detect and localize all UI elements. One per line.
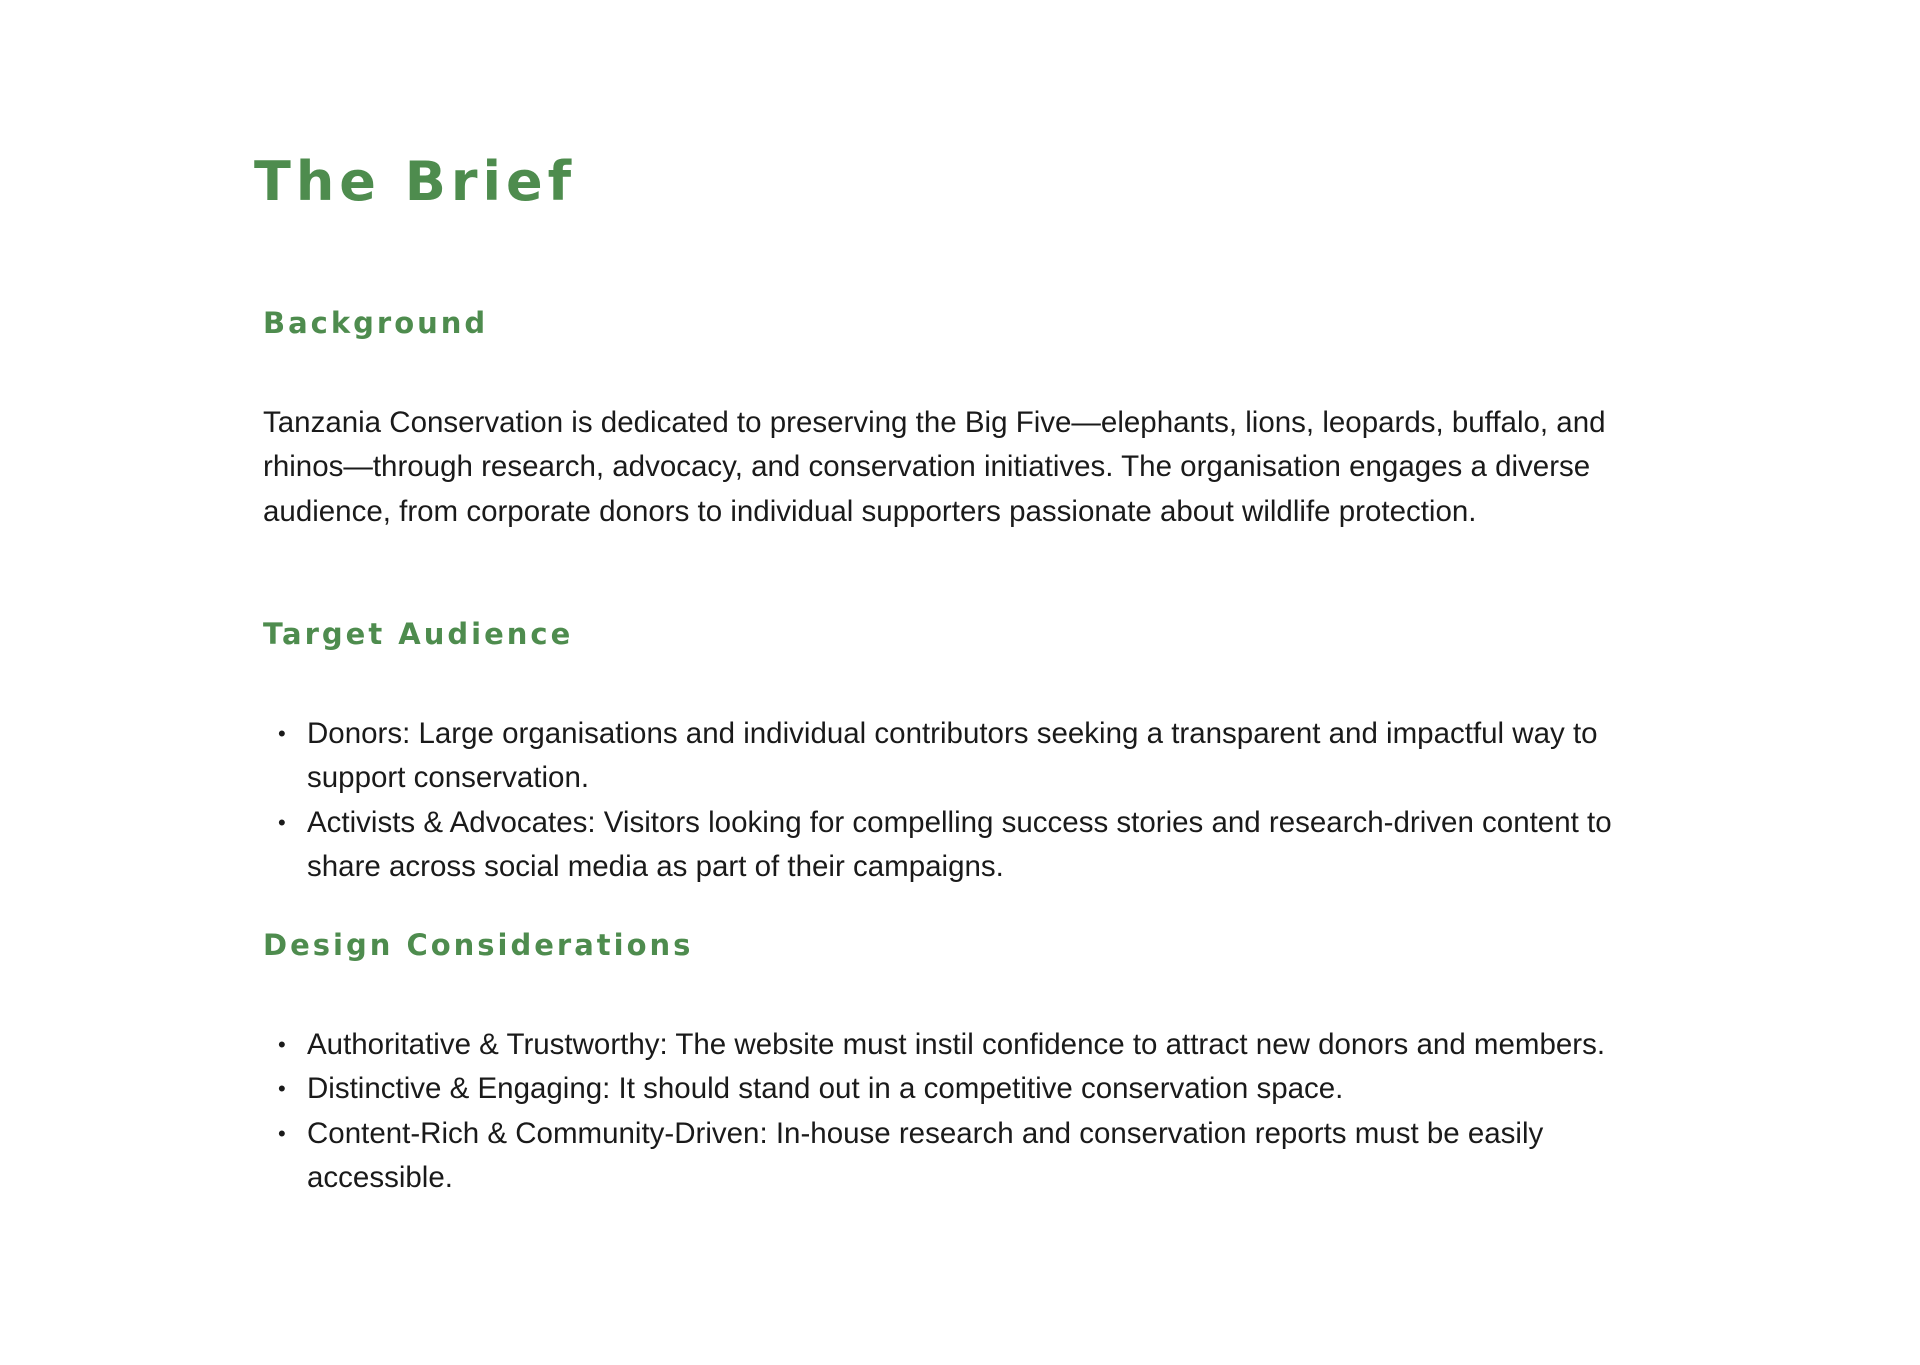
bullet-icon: • — [278, 720, 286, 746]
design-considerations-list — [263, 1023, 1613, 1201]
background-heading: Background — [263, 306, 489, 340]
list-item — [263, 1067, 1613, 1112]
list-item — [263, 801, 1613, 890]
bullet-icon: • — [278, 1031, 286, 1057]
list-item — [263, 1023, 1613, 1068]
list-item-text: Donors: Large organisations and individual contributors seeking a transparent and impactful way to support conservation. — [307, 716, 1598, 795]
list-item-text: Distinctive & Engaging: It should stand out in a competitive conservation space. — [307, 1072, 1344, 1106]
background-section — [263, 306, 1613, 534]
bullet-icon: • — [278, 809, 286, 835]
design-considerations-section — [263, 928, 1613, 1201]
target-audience-heading: Target Audience — [263, 617, 574, 651]
bullet-icon: • — [278, 1076, 286, 1102]
list-item — [263, 712, 1613, 801]
background-paragraph: Tanzania Conservation is dedicated to preserving the Big Five—elephants, lions, leopards, buffalo, and rhinos—through research, advocacy, and conservation initiatives. The organisation engages a diverse audience, from corporate donors to individual supporters passionate about wildlife protection. — [263, 405, 1606, 528]
page-title: The Brief — [254, 150, 577, 213]
list-item — [263, 1112, 1613, 1201]
target-audience-list — [263, 712, 1613, 890]
list-item-text: Activists & Advocates: Visitors looking for compelling success stories and research-driven content to share across social media as part of their campaigns. — [307, 805, 1612, 884]
list-item-text: Authoritative & Trustworthy: The website must instil confidence to attract new donors and members. — [307, 1027, 1606, 1061]
design-considerations-heading: Design Considerations — [263, 928, 694, 962]
target-audience-section — [263, 617, 1613, 890]
bullet-icon: • — [278, 1120, 286, 1146]
list-item-text: Content-Rich & Community-Driven: In-house research and conservation reports must be easily accessible. — [307, 1116, 1544, 1195]
